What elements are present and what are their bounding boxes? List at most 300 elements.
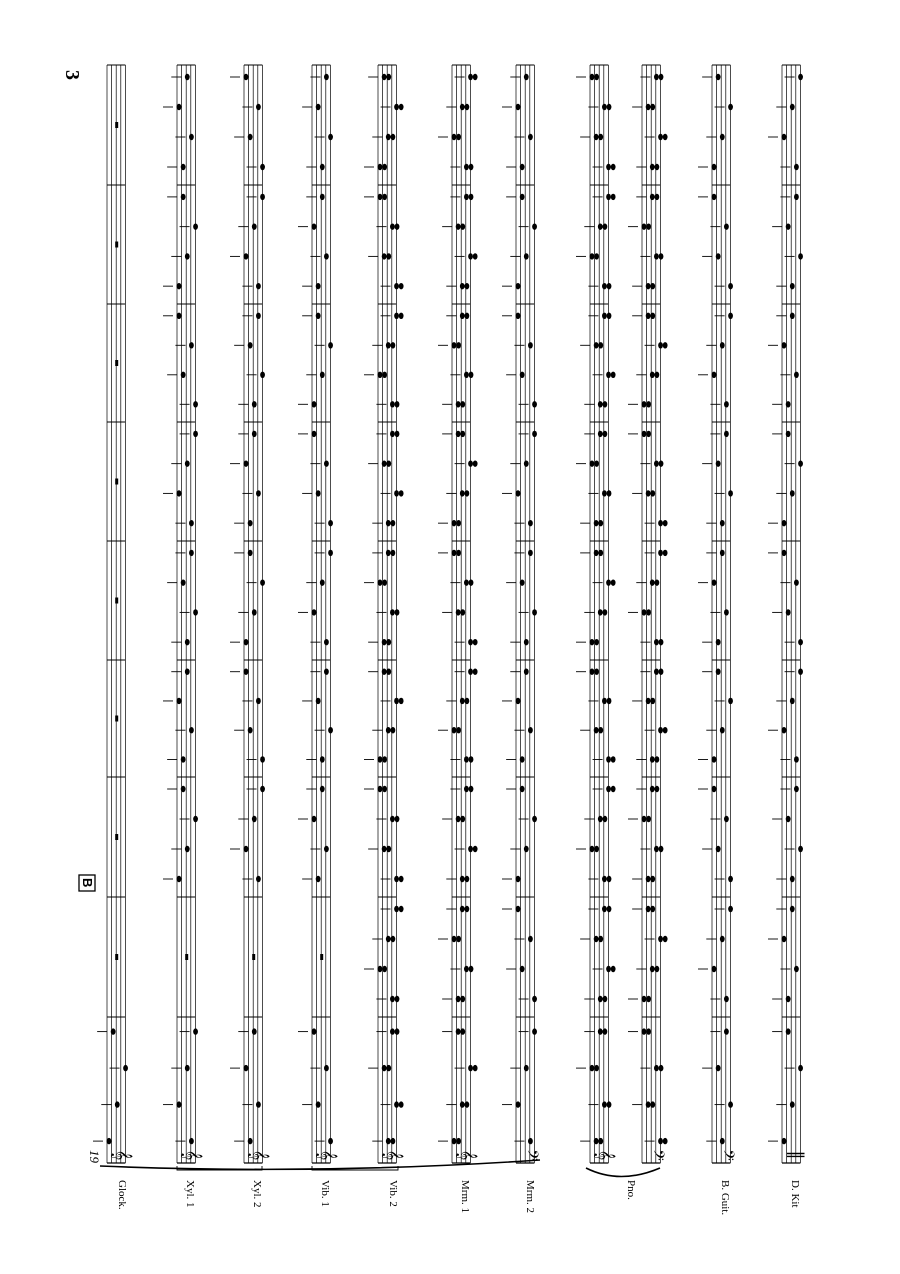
note-chord-mrm1-1-3 xyxy=(464,906,469,912)
note-chord-vib2-2-0 xyxy=(399,876,404,882)
note-pnoR-8-2 xyxy=(602,104,607,110)
note-dkit-5-1 xyxy=(790,490,795,496)
note-chord-vib2-3-3 xyxy=(386,669,391,675)
note-mrm2-6-1 xyxy=(520,372,525,378)
note-mrm1-1-2 xyxy=(452,936,457,942)
note-pnoR-0-2 xyxy=(590,1065,595,1071)
note-chord-mrm1-1-0 xyxy=(460,996,465,1002)
note-vib2-2-3 xyxy=(378,786,383,792)
note-chord-mrm1-4-2 xyxy=(469,579,474,585)
note-pnoL-4-0 xyxy=(654,639,659,645)
note-pnoR-6-3 xyxy=(602,313,607,319)
note-xyl2-2-0 xyxy=(256,876,261,882)
note-mrm2-4-0 xyxy=(524,639,529,645)
note-dkit-1-3 xyxy=(790,906,795,912)
staff-mrm2 xyxy=(502,65,541,1163)
note-xyl2-3-2 xyxy=(256,698,261,704)
note-mrm2-3-2 xyxy=(516,698,521,704)
note-xyl2-7-2 xyxy=(252,223,257,229)
note-pnoL-3-1 xyxy=(658,727,663,733)
note-bguit-5-1 xyxy=(728,490,733,496)
note-mrm2-7-1 xyxy=(524,253,529,259)
note-chord-pnoL-8-1 xyxy=(663,134,668,140)
note-vib2-2-0 xyxy=(394,876,399,882)
note-mrm1-0-3 xyxy=(456,1028,461,1034)
note-mrm2-3-1 xyxy=(528,727,533,733)
note-vib2-7-3 xyxy=(378,194,383,200)
note-mrm1-7-3 xyxy=(464,194,469,200)
note-bguit-2-3 xyxy=(712,786,717,792)
note-pnoR-7-1 xyxy=(590,253,595,259)
note-chord-mrm1-8-2 xyxy=(464,104,469,110)
note-xyl2-4-2 xyxy=(260,579,265,585)
note-xyl2-7-1 xyxy=(244,253,249,259)
note-chord-vib2-7-2 xyxy=(395,223,400,229)
note-vib1-5-3 xyxy=(312,431,317,437)
note-mrm1-0-0 xyxy=(452,1138,457,1144)
note-mrm1-8-2 xyxy=(460,104,465,110)
note-chord-pnoL-4-1 xyxy=(646,609,651,615)
note-mrm2-5-1 xyxy=(516,490,521,496)
note-dkit-7-2 xyxy=(786,223,791,229)
note-xyl1-5-2 xyxy=(185,460,190,466)
note-xyl1-6-2 xyxy=(189,342,194,348)
note-chord-mrm1-8-0 xyxy=(469,164,474,170)
instrument-label-pno: Pno. xyxy=(625,1180,637,1200)
note-mrm2-2-2 xyxy=(532,816,537,822)
note-xyl2-5-0 xyxy=(248,520,253,526)
note-mrm1-6-0 xyxy=(456,401,461,407)
note-bguit-7-0 xyxy=(728,283,733,289)
note-pnoL-6-1 xyxy=(650,372,655,378)
note-chord-mrm1-3-1 xyxy=(456,727,461,733)
note-dkit-3-3 xyxy=(798,669,803,675)
note-pnoL-8-1 xyxy=(658,134,663,140)
note-mrm1-6-3 xyxy=(460,313,465,319)
note-chord-mrm1-6-0 xyxy=(460,401,465,407)
note-mrm2-2-1 xyxy=(524,846,529,852)
note-chord-vib2-5-3 xyxy=(395,431,400,437)
note-chord-vib2-1-0 xyxy=(395,996,400,1002)
note-chord-vib2-0-2 xyxy=(386,1065,391,1071)
note-chord-pnoR-6-2 xyxy=(598,342,603,348)
note-pnoL-2-1 xyxy=(654,846,659,852)
note-chord-mrm1-3-0 xyxy=(469,756,474,762)
note-pnoR-6-0 xyxy=(598,401,603,407)
note-vib1-4-2 xyxy=(320,579,325,585)
note-mrm2-1-3 xyxy=(516,906,521,912)
note-pnoL-0-0 xyxy=(658,1138,663,1144)
note-bguit-6-0 xyxy=(724,401,729,407)
note-pnoL-4-2 xyxy=(650,579,655,585)
note-pnoR-5-0 xyxy=(594,520,599,526)
note-xyl2-3-1 xyxy=(248,727,253,733)
note-vib2-7-1 xyxy=(382,253,387,259)
note-pnoL-3-0 xyxy=(650,756,655,762)
note-bguit-0-2 xyxy=(716,1065,721,1071)
note-chord-pnoL-5-1 xyxy=(650,490,655,496)
note-mrm1-0-1 xyxy=(460,1101,465,1107)
note-pnoR-8-1 xyxy=(594,134,599,140)
note-bguit-0-0 xyxy=(720,1138,725,1144)
clef-pnoR: 𝄞 xyxy=(594,1149,616,1161)
note-chord-vib2-2-1 xyxy=(386,846,391,852)
note-chord-vib2-5-0 xyxy=(390,520,395,526)
note-vib1-3-3 xyxy=(324,669,329,675)
note-dkit-2-3 xyxy=(794,786,799,792)
note-mrm1-5-3 xyxy=(456,431,461,437)
note-mrm1-5-0 xyxy=(452,520,457,526)
note-mrm2-2-3 xyxy=(520,786,525,792)
note-bguit-2-0 xyxy=(728,876,733,882)
instrument-label-vib1: Vib. 1 xyxy=(319,1180,331,1207)
note-xyl1-2-2 xyxy=(193,816,198,822)
note-vib1-7-1 xyxy=(324,253,329,259)
note-pnoL-2-2 xyxy=(642,816,647,822)
note-mrm2-3-0 xyxy=(520,756,525,762)
note-chord-vib2-6-2 xyxy=(390,342,395,348)
note-mrm2-1-0 xyxy=(532,996,537,1002)
note-xyl1-7-3 xyxy=(181,194,186,200)
note-chord-pnoR-4-1 xyxy=(602,609,607,615)
note-pnoR-2-3 xyxy=(606,786,611,792)
note-chord-vib2-7-1 xyxy=(386,253,391,259)
note-pnoL-4-1 xyxy=(642,609,647,615)
note-chord-vib2-4-1 xyxy=(395,609,400,615)
note-vib1-5-0 xyxy=(328,520,333,526)
note-vib2-6-1 xyxy=(378,372,383,378)
note-chord-mrm1-0-1 xyxy=(464,1101,469,1107)
note-bguit-2-2 xyxy=(724,816,729,822)
note-xyl1-8-3 xyxy=(185,74,190,80)
note-xyl2-8-2 xyxy=(256,104,261,110)
note-xyl1-7-0 xyxy=(177,283,182,289)
note-bguit-3-1 xyxy=(720,727,725,733)
note-chord-pnoL-4-0 xyxy=(659,639,664,645)
note-mrm1-7-1 xyxy=(468,253,473,259)
note-xyl2-7-3 xyxy=(260,194,265,200)
note-xyl2-8-0 xyxy=(260,164,265,170)
note-chord-mrm1-5-3 xyxy=(460,431,465,437)
note-chord-mrm1-3-2 xyxy=(464,698,469,704)
note-pnoR-0-3 xyxy=(598,1028,603,1034)
note-glock-0-0 xyxy=(107,1138,112,1144)
instrument-label-mrm1: Mrm. 1 xyxy=(459,1180,471,1213)
note-xyl1-6-0 xyxy=(193,401,198,407)
note-mrm1-6-1 xyxy=(464,372,469,378)
note-chord-pnoL-6-1 xyxy=(654,372,659,378)
staff-glock xyxy=(93,65,132,1163)
note-pnoR-1-3 xyxy=(602,906,607,912)
note-chord-pnoR-1-0 xyxy=(602,996,607,1002)
note-mrm1-2-3 xyxy=(464,786,469,792)
note-chord-mrm1-4-3 xyxy=(456,550,461,556)
note-bguit-4-2 xyxy=(712,579,717,585)
note-bguit-5-3 xyxy=(724,431,729,437)
note-dkit-8-1 xyxy=(782,134,787,140)
note-pnoL-8-2 xyxy=(646,104,651,110)
note-xyl2-6-3 xyxy=(256,313,261,319)
note-chord-pnoR-5-0 xyxy=(598,520,603,526)
clef-pnoL: 𝄢 xyxy=(646,1149,668,1161)
note-xyl2-6-2 xyxy=(248,342,253,348)
note-xyl1-4-3 xyxy=(189,550,194,556)
note-xyl2-6-0 xyxy=(252,401,257,407)
note-chord-pnoL-4-3 xyxy=(663,550,668,556)
note-vib2-2-2 xyxy=(390,816,395,822)
note-dkit-5-0 xyxy=(782,520,787,526)
note-xyl1-8-2 xyxy=(177,104,182,110)
note-chord-pnoL-8-3 xyxy=(659,74,664,80)
clef-mrm2: 𝄢 xyxy=(520,1149,542,1161)
note-chord-pnoL-3-2 xyxy=(650,698,655,704)
note-mrm2-4-3 xyxy=(528,550,533,556)
note-chord-pnoR-4-2 xyxy=(611,579,616,585)
note-pnoL-6-3 xyxy=(646,313,651,319)
note-chord-pnoL-1-1 xyxy=(654,966,659,972)
note-mrm1-8-3 xyxy=(468,74,473,80)
note-pnoR-0-1 xyxy=(602,1101,607,1107)
note-chord-pnoR-3-0 xyxy=(611,756,616,762)
note-vib2-0-0 xyxy=(386,1138,391,1144)
note-pnoR-8-3 xyxy=(590,74,595,80)
note-xyl1-7-2 xyxy=(193,223,198,229)
note-xyl2-2-3 xyxy=(260,786,265,792)
note-chord-mrm1-6-1 xyxy=(469,372,474,378)
instrument-label-bguit: B. Guit. xyxy=(719,1180,731,1216)
note-chord-pnoR-5-2 xyxy=(594,460,599,466)
note-xyl2-3-0 xyxy=(260,756,265,762)
note-pnoR-5-3 xyxy=(598,431,603,437)
note-xyl1-4-0 xyxy=(185,639,190,645)
note-vib2-3-3 xyxy=(382,669,387,675)
note-chord-pnoR-5-1 xyxy=(607,490,612,496)
note-chord-mrm1-1-2 xyxy=(456,936,461,942)
note-chord-mrm1-7-0 xyxy=(464,283,469,289)
note-vib2-6-2 xyxy=(386,342,391,348)
note-xyl1-7-1 xyxy=(185,253,190,259)
note-vib2-3-0 xyxy=(378,756,383,762)
note-bguit-3-3 xyxy=(716,669,721,675)
note-chord-mrm1-0-2 xyxy=(473,1065,478,1071)
staff-pnoL xyxy=(628,65,668,1163)
note-pnoR-5-1 xyxy=(602,490,607,496)
note-dkit-3-0 xyxy=(794,756,799,762)
note-xyl1-4-2 xyxy=(181,579,186,585)
note-xyl1-5-0 xyxy=(189,520,194,526)
note-pnoR-5-2 xyxy=(590,460,595,466)
rest-glock-2 xyxy=(115,834,118,840)
note-chord-pnoL-3-3 xyxy=(659,669,664,675)
note-pnoL-1-3 xyxy=(646,906,651,912)
note-bguit-3-2 xyxy=(728,698,733,704)
note-pnoR-3-2 xyxy=(602,698,607,704)
rest-xyl1-1 xyxy=(185,954,188,960)
rest-glock-7 xyxy=(115,242,118,248)
note-chord-vib2-7-0 xyxy=(399,283,404,289)
note-bguit-7-2 xyxy=(724,223,729,229)
note-mrm2-1-2 xyxy=(528,936,533,942)
note-vib2-5-0 xyxy=(386,520,391,526)
note-vib2-0-2 xyxy=(382,1065,387,1071)
rehearsal-mark xyxy=(79,875,95,891)
note-xyl1-0-2 xyxy=(185,1065,190,1071)
note-chord-pnoR-6-1 xyxy=(611,372,616,378)
note-chord-mrm1-7-3 xyxy=(469,194,474,200)
note-dkit-0-3 xyxy=(786,1028,791,1034)
note-vib2-0-1 xyxy=(394,1101,399,1107)
note-xyl2-8-1 xyxy=(248,134,253,140)
note-pnoR-6-2 xyxy=(594,342,599,348)
note-dkit-7-3 xyxy=(794,194,799,200)
note-chord-mrm1-7-1 xyxy=(473,253,478,259)
note-pnoR-3-1 xyxy=(594,727,599,733)
note-bguit-3-0 xyxy=(712,756,717,762)
note-vib2-4-1 xyxy=(390,609,395,615)
note-xyl2-5-3 xyxy=(252,431,257,437)
note-chord-vib2-4-0 xyxy=(386,639,391,645)
note-dkit-2-2 xyxy=(786,816,791,822)
note-bguit-4-0 xyxy=(716,639,721,645)
note-xyl1-8-1 xyxy=(189,134,194,140)
note-chord-pnoR-8-0 xyxy=(611,164,616,170)
note-chord-pnoR-3-1 xyxy=(598,727,603,733)
note-vib1-0-3 xyxy=(312,1028,317,1034)
clef-xyl2: 𝄞 xyxy=(248,1149,270,1161)
note-vib1-5-2 xyxy=(324,460,329,466)
note-bguit-5-2 xyxy=(716,460,721,466)
note-vib1-6-2 xyxy=(328,342,333,348)
note-chord-pnoR-6-0 xyxy=(602,401,607,407)
note-vib2-2-1 xyxy=(382,846,387,852)
staff-vib1 xyxy=(298,65,337,1163)
note-chord-mrm1-4-0 xyxy=(473,639,478,645)
note-pnoR-2-0 xyxy=(602,876,607,882)
note-chord-vib2-0-0 xyxy=(390,1138,395,1144)
note-chord-vib2-4-2 xyxy=(382,579,387,585)
note-chord-vib2-6-1 xyxy=(382,372,387,378)
note-pnoL-1-0 xyxy=(642,996,647,1002)
note-mrm1-5-2 xyxy=(468,460,473,466)
note-dkit-6-2 xyxy=(782,342,787,348)
note-mrm1-5-1 xyxy=(460,490,465,496)
clef-xyl1: 𝄞 xyxy=(181,1149,203,1161)
staff-xyl1 xyxy=(163,65,202,1163)
note-bguit-8-0 xyxy=(712,164,717,170)
note-bguit-1-0 xyxy=(724,996,729,1002)
note-mrm2-3-3 xyxy=(524,669,529,675)
note-dkit-3-1 xyxy=(782,727,787,733)
clef-mrm1: 𝄞 xyxy=(456,1149,478,1161)
note-dkit-8-2 xyxy=(790,104,795,110)
note-chord-mrm1-5-2 xyxy=(473,460,478,466)
instrument-label-glock: Glock. xyxy=(116,1180,128,1210)
note-mrm2-4-2 xyxy=(520,579,525,585)
note-dkit-5-2 xyxy=(798,460,803,466)
note-mrm1-2-1 xyxy=(468,846,473,852)
note-pnoL-7-3 xyxy=(650,194,655,200)
note-bguit-8-1 xyxy=(720,134,725,140)
note-mrm2-2-0 xyxy=(516,876,521,882)
note-mrm2-8-0 xyxy=(520,164,525,170)
note-vib2-5-1 xyxy=(394,490,399,496)
system-bracket xyxy=(100,1160,540,1169)
note-bguit-1-1 xyxy=(712,966,717,972)
note-pnoR-1-1 xyxy=(606,966,611,972)
note-chord-mrm1-2-1 xyxy=(473,846,478,852)
note-bguit-7-1 xyxy=(716,253,721,259)
note-dkit-4-1 xyxy=(786,609,791,615)
note-chord-pnoL-1-0 xyxy=(646,996,651,1002)
note-bguit-7-3 xyxy=(712,194,717,200)
note-chord-pnoR-1-1 xyxy=(611,966,616,972)
note-vib1-8-0 xyxy=(320,164,325,170)
note-mrm1-3-0 xyxy=(464,756,469,762)
note-chord-pnoL-0-0 xyxy=(663,1138,668,1144)
note-pnoL-0-3 xyxy=(642,1028,647,1034)
note-pnoL-2-0 xyxy=(646,876,651,882)
staff-mrm1 xyxy=(438,65,478,1163)
note-chord-pnoL-7-1 xyxy=(659,253,664,259)
note-chord-pnoR-5-3 xyxy=(602,431,607,437)
staves xyxy=(93,65,807,1177)
note-vib2-1-1 xyxy=(378,966,383,972)
note-vib2-6-3 xyxy=(394,313,399,319)
note-pnoL-7-0 xyxy=(646,283,651,289)
staff-pnoR xyxy=(576,65,616,1163)
note-pnoL-0-2 xyxy=(654,1065,659,1071)
note-xyl2-4-0 xyxy=(244,639,249,645)
rehearsal-mark-label: B xyxy=(80,878,95,888)
clef-vib2: 𝄞 xyxy=(382,1149,404,1161)
note-pnoL-4-3 xyxy=(658,550,663,556)
rest-xyl2-1 xyxy=(252,954,255,960)
note-vib2-8-0 xyxy=(378,164,383,170)
note-chord-vib2-8-2 xyxy=(399,104,404,110)
note-pnoL-5-1 xyxy=(646,490,651,496)
note-xyl2-6-1 xyxy=(260,372,265,378)
note-vib1-6-3 xyxy=(316,313,321,319)
note-pnoL-7-1 xyxy=(654,253,659,259)
piano-brace xyxy=(586,1168,660,1177)
note-chord-vib2-4-3 xyxy=(390,550,395,556)
note-mrm2-8-1 xyxy=(528,134,533,140)
note-chord-pnoL-0-2 xyxy=(659,1065,664,1071)
note-xyl1-8-0 xyxy=(181,164,186,170)
note-xyl1-5-1 xyxy=(177,490,182,496)
note-chord-pnoL-6-3 xyxy=(650,313,655,319)
note-xyl1-3-1 xyxy=(189,727,194,733)
note-chord-pnoL-3-1 xyxy=(663,727,668,733)
note-glock-0-2 xyxy=(123,1065,128,1071)
note-vib1-2-3 xyxy=(320,786,325,792)
note-bguit-6-2 xyxy=(720,342,725,348)
clef-vib1: 𝄞 xyxy=(316,1149,338,1161)
note-vib1-6-0 xyxy=(312,401,317,407)
note-chord-pnoL-5-2 xyxy=(659,460,664,466)
note-chord-pnoR-2-2 xyxy=(602,816,607,822)
staff-xyl2 xyxy=(230,65,269,1163)
note-dkit-1-1 xyxy=(794,966,799,972)
note-chord-pnoL-6-0 xyxy=(646,401,651,407)
note-chord-vib2-3-1 xyxy=(390,727,395,733)
note-pnoL-6-2 xyxy=(658,342,663,348)
note-mrm1-0-2 xyxy=(468,1065,473,1071)
rest-glock-1 xyxy=(115,954,118,960)
note-vib1-7-2 xyxy=(312,223,317,229)
note-chord-vib2-8-3 xyxy=(386,74,391,80)
note-dkit-4-0 xyxy=(798,639,803,645)
